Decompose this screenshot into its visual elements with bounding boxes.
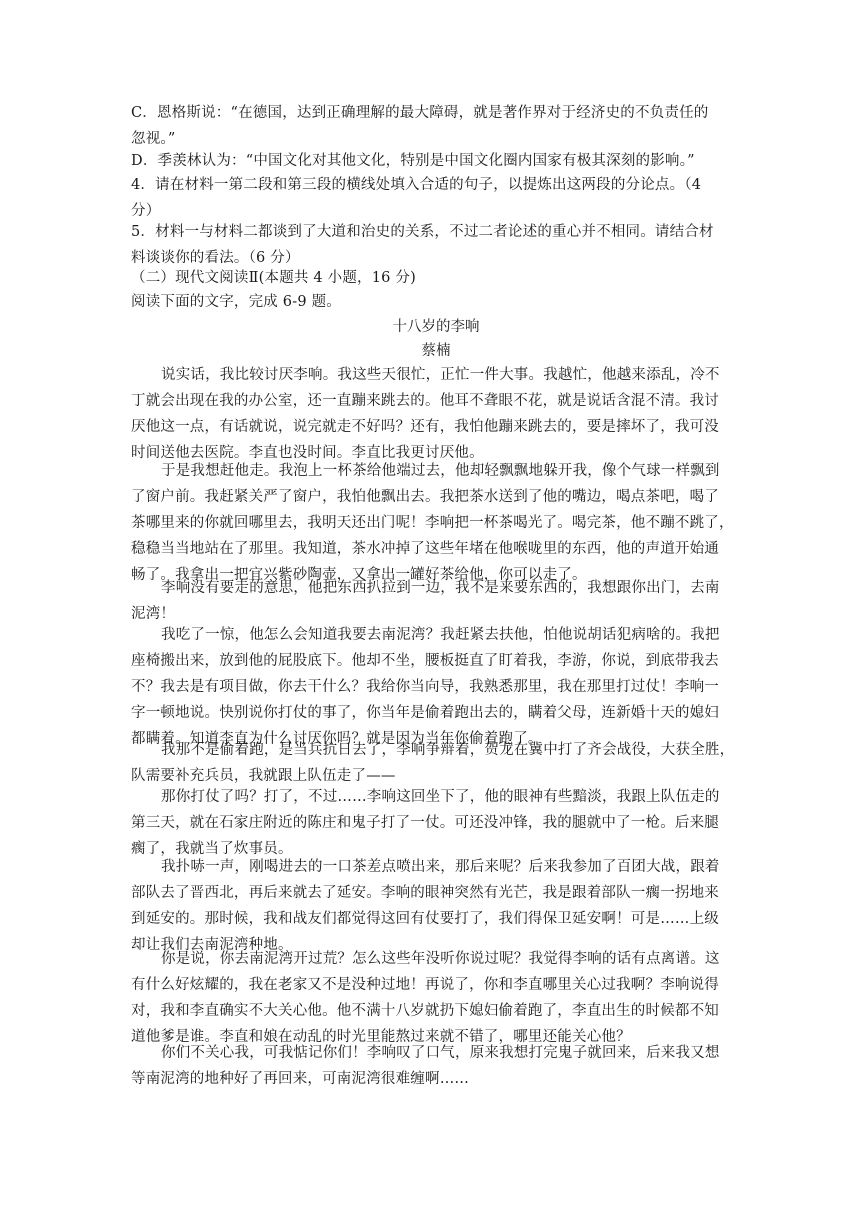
paragraph-line: 部队去了晋西北，再后来就去了延安。李响的眼神突然有光芒，我是跟着部队一瘸一拐地来 — [131, 885, 719, 901]
option-d-line: D．季羡林认为：“中国文化对其他文化，特别是中国文化圈内国家有极其深刻的影响。” — [131, 153, 695, 169]
question-5 — [131, 219, 741, 271]
question-4-line: 4．请在材料一第二段和第三段的横线处填入合适的句子，以提炼出这两段的分论点。（4 — [131, 177, 702, 193]
question-4-line: 分） — [131, 203, 161, 219]
paragraph-line: 茶哪里来的你就回哪里去，我明天还出门呢！李响把一杯茶喝光了。喝完茶，他不蹦不跳了， — [131, 515, 734, 531]
paragraph-line: 字一顿地说。快别说你打仗的事了，你当年是偷着跑出去的，瞒着父母，连新婚十天的媳妇 — [131, 705, 719, 721]
paragraph-7 — [131, 854, 741, 958]
paragraph-8 — [131, 946, 741, 1050]
paragraph-line: 都瞒着。知道李直为什么讨厌你吗？就是因为当年你偷着跑了。 — [131, 731, 543, 747]
paragraph-line: 稳稳当当地站在了那里。我知道，茶水冲掉了这些年堵在他喉咙里的东西，他的声道开始通 — [131, 541, 719, 557]
section-heading-text: （二）现代文阅读Ⅱ(本题共 4 小题，16 分) — [131, 270, 416, 286]
question-4 — [131, 172, 741, 224]
paragraph-line: 队需要补充兵员，我就跟上队伍走了—— — [131, 768, 396, 784]
option-c-line: 忽视。” — [131, 131, 176, 147]
article-title: 十八岁的李响 — [392, 319, 480, 335]
section-heading — [131, 265, 741, 291]
article-author: 蔡楠 — [421, 343, 451, 359]
paragraph-line: 道他爹是谁。李直和娘在动乱的时光里能熬过来就不错了，哪里还能关心他？ — [131, 1029, 631, 1045]
paragraph-line: 泥湾！ — [131, 606, 176, 622]
paragraph-line: 畅了。我拿出一把宜兴紫砂陶壶，又拿出一罐好茶给他，你可以走了。 — [131, 567, 587, 583]
paragraph-3 — [131, 575, 741, 627]
paragraph-line: 说实话，我比较讨厌李响。我这些天很忙，正忙一件大事。我越忙，他越来添乱，冷不 — [161, 367, 720, 383]
paragraph-6 — [131, 784, 741, 862]
option-c — [131, 100, 741, 152]
paragraph-line: 了窗户前。我赶紧关严了窗户，我怕他飘出去。我把茶水送到了他的嘴边，喝点茶吧，喝了 — [131, 489, 719, 505]
paragraph-line: 对，我和李直确实不大关心他。他不满十八岁就扔下媳妇偷着跑了，李直出生的时候都不知 — [131, 1003, 719, 1019]
paragraph-line: 那你打仗了吗？打了，不过……李响这回坐下了，他的眼神有些黯淡，我跟上队伍走的 — [161, 789, 720, 805]
paragraph-4 — [131, 622, 741, 752]
paragraph-1 — [131, 362, 741, 466]
paragraph-line: 我扑哧一声，刚喝进去的一口茶差点喷出来，那后来呢？后来我参加了百团大战，跟着 — [161, 859, 720, 875]
paragraph-line: 于是我想赶他走。我泡上一杯茶给他端过去，他却轻飘飘地躲开我，像个气球一样飘到 — [161, 463, 720, 479]
paragraph-line: 不？我去是有项目做，你去干什么？我给你当向导，我熟悉那里，我在那里打过仗！李响一 — [131, 679, 719, 695]
paragraph-line: 有什么好炫耀的，我在老家又不是没种过地！再说了，你和李直哪里关心过我啊？李响说得 — [131, 977, 719, 993]
paragraph-line: 到延安的。那时候，我和战友们都觉得这回有仗要打了，我们得保卫延安啊！可是……上级 — [131, 911, 719, 927]
paragraph-line: 你是说，你去南泥湾开过荒？怎么这些年没听你说过呢？我觉得李响的话有点离谱。这 — [161, 951, 720, 967]
question-5-line: 料谈谈你的看法。（6 分） — [131, 250, 300, 266]
section-instruction — [131, 289, 741, 315]
paragraph-line: 厌他这一点，有话就说，说完就走不好吗？还有，我怕他蹦来跳去的，要是摔坏了，我可没 — [131, 419, 719, 435]
paragraph-line: 我那不是偷着跑，是当兵抗日去了，李响争辩着，贺龙在冀中打了齐会战役，大获全胜， — [161, 742, 735, 758]
paragraph-line: 第三天，就在石家庄附近的陈庄和鬼子打了一仗。可还没冲锋，我的腿就中了一枪。后来腿 — [131, 815, 719, 831]
section-instruction-text: 阅读下面的文字，完成 6-9 题。 — [131, 294, 341, 310]
paragraph-line: 你们不关心我，可我惦记你们！李响叹了口气，原来我想打完鬼子就回来，后来我又想 — [161, 1045, 720, 1061]
paragraph-9 — [131, 1040, 741, 1092]
paragraph-line: 丁就会出现在我的办公室，还一直蹦来跳去的。他耳不聋眼不花，就是说话含混不清。我讨 — [131, 393, 719, 409]
paragraph-5 — [131, 737, 741, 789]
paragraph-line: 座椅搬出来，放到他的屁股底下。他却不坐，腰板挺直了盯着我，李游，你说，到底带我去 — [131, 653, 719, 669]
paragraph-line: 我吃了一惊，他怎么会知道我要去南泥湾？我赶紧去扶他，怕他说胡话犯病啥的。我把 — [161, 627, 720, 643]
question-5-line: 5．材料一与材料二都谈到了大道和治史的关系，不过二者论述的重心并不相同。请结合材 — [131, 224, 714, 240]
paragraph-line: 等南泥湾的地种好了再回来，可南泥湾很难缠啊…… — [131, 1071, 470, 1087]
paragraph-line: 瘸了，我就当了炊事员。 — [131, 841, 293, 857]
paragraph-line: 时间送他去医院。李直也没时间。李直比我更讨厌他。 — [131, 445, 484, 461]
option-c-line: C．恩格斯说：“在德国，达到正确理解的最大障碍，就是著作界对于经济史的不负责任的 — [131, 105, 709, 121]
paragraph-2 — [131, 458, 741, 588]
paragraph-line: 李响没有要走的意思，他把东西扒拉到一边，我不是来要东西的，我想跟你出门，去南 — [161, 580, 720, 596]
option-d — [131, 148, 741, 174]
paragraph-line: 却让我们去南泥湾种地。 — [131, 937, 293, 953]
